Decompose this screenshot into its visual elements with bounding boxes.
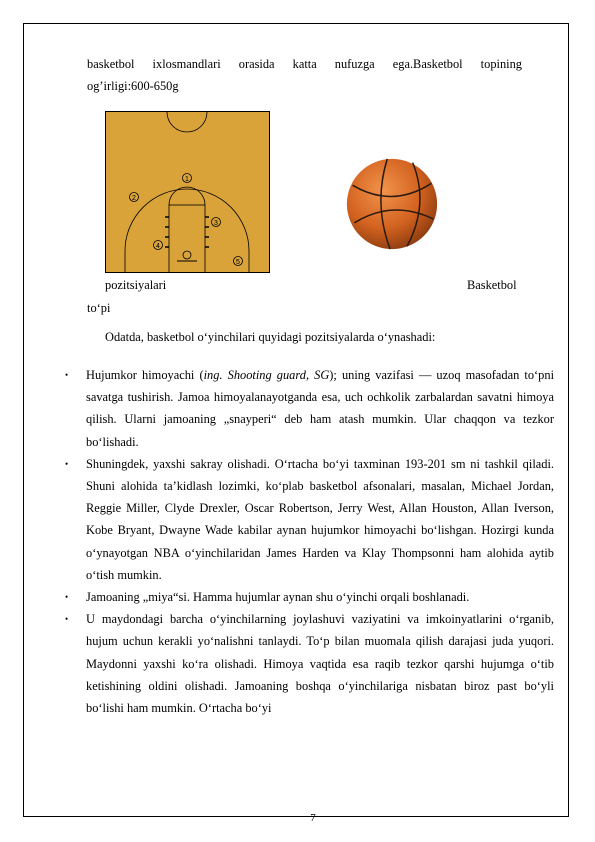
bullet-icon: • [65,592,69,603]
positions-list [65,364,554,719]
page-number: 7 [310,812,316,824]
intro-paragraph [87,53,522,97]
english-term: ing. Shooting guard, SG [203,368,330,382]
figure-caption-continued: to‘pi [87,301,111,315]
bullet-icon: • [65,614,69,625]
list-item: • Shuningdek, yaxshi sakray olishadi. O‘rtacha bo‘yi taxminan 193-201 sm ni tashkil qiladi. Shuni alohida ta’kidlash lozimki, ko‘plab basketbol afsonalari, masalan, Michael Jordan, Reggie Miller, Clyde Drexler, Oscar Robertson, Jerry West, Allan Houston, Allan Iverson, Kobe Bryant, Dwayne Wade kabilar aynan hujumkor himoyachi bo‘lishgan. Hozirgi kunda o‘ynayotgan NBA o‘yinchilaridan James Harden va Klay Thompsonni ham alohida aytib o‘tish mumkin. [65,453,554,586]
bullet-icon: • [65,458,69,469]
list-item: • Jamoaning „miya“si. Hamma hujumlar aynan shu o‘yinchi orqali boshlanadi. [65,586,554,608]
basketball-image [345,157,439,251]
list-item: • U maydondagi barcha o‘yinchilarning joylashuvi vaziyatini va imkoinyatlarini o‘rganib, hujum uchun kerakli yo‘nalishni tanlaydi. To‘p bilan muomala qilish darajasi juda yuqori. Maydonni yaxshi ko‘ra olishadi. Himoya vaqtida esa raqib tezkor qarshi hujumga o‘tib ketishining oldini olishadi. Jamoaning boshqa o‘yinchilariga nisbatan biroz past bo‘yli bo‘lishi ham mumkin. O‘rtacha bo‘yi [65,608,554,719]
svg-text:1: 1 [185,176,189,183]
basketball-court-diagram [105,111,270,273]
figure-caption-right: Basketbol [467,278,517,292]
list-item: • Hujumkor himoyachi (ing. Shooting guard, SG); uning vazifasi — uzoq masofadan to‘pni savatga tushirish. Jamoa himoyalanayotganda esa, uch ochkolik zarbalardan savatni himoya qilish. Ularni jamoaning „snayperi“ deb ham atash mumkin. Ular chaqqon va tezkor bo‘lishadi. [65,364,554,453]
svg-text:5: 5 [236,259,240,266]
bullet-icon: • [65,370,69,380]
intro-line-1: basketbol ixlosmandlari orasida katta nufuzga ega.Basketbol topining [87,57,522,71]
figure-caption-left: pozitsiyalari [105,278,167,292]
svg-text:3: 3 [214,220,218,227]
svg-text:2: 2 [132,195,136,202]
svg-text:4: 4 [156,243,160,250]
lead-sentence: Odatda, basketbol o‘yinchilari quyidagi pozitsiyalarda o‘ynashadi: [105,330,436,344]
intro-line-2: og’irligi:600-650g [87,79,179,93]
